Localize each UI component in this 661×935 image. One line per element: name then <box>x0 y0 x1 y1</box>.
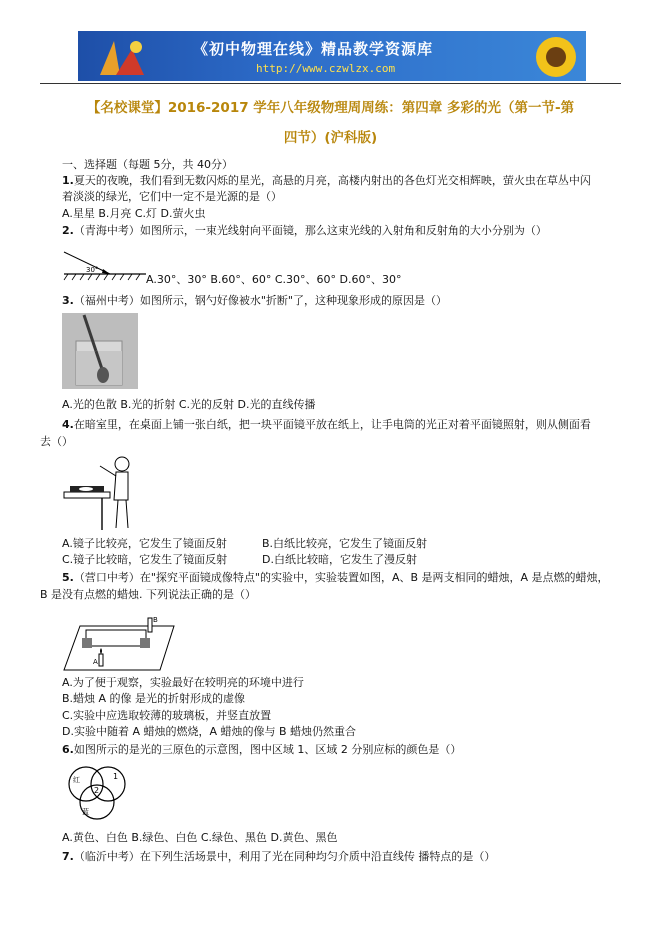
q3-options: A.光的色散 B.光的折射 C.光的反射 D.光的直线传播 <box>62 398 316 411</box>
section-heading: 一、选择题（每题 5分，共 40分） <box>62 158 233 171</box>
q2-mirror-figure <box>62 244 146 282</box>
banner-url[interactable]: http://www.czwlzx.com <box>256 62 396 75</box>
q5-stem <box>62 571 609 585</box>
q3-text: （福州中考）如图所示，钢勺好像被水"折断"了，这种现象形成的原因是（） <box>73 294 447 307</box>
q6-number: 6. <box>62 743 74 756</box>
q6-text: 如图所示的是光的三原色的示意图，图中区域 1、区域 2 分别应标的颜色是（） <box>73 743 462 756</box>
q5-option-d: D.实验中随着 A 蜡烛的燃烧，A 蜡烛的像与 B 蜡烛仍然重合 <box>62 725 357 738</box>
q1-line1: 夏天的夜晚，我们看到无数闪烁的星光，高悬的月亮，高楼内射出的各色灯光交相辉映，萤火虫在草丛中闪 <box>73 174 591 187</box>
banner-title: 《初中物理在线》精品教学资源库 <box>193 40 434 58</box>
q2-options: A.30°、30° B.60°、60° C.30°、60° D.60°、30° <box>146 273 402 286</box>
q2-angle-label: 30° <box>86 266 99 274</box>
doc-title-line1: 【名校课堂】2016-2017 学年八年级物理周周练：第四章 多彩的光（第一节-第 <box>86 100 575 116</box>
q4-option-b: B.白纸比较亮，它发生了镜面反射 <box>262 537 428 550</box>
q5-option-b: B.蜡烛 A 的像 是光的折射形成的虚像 <box>62 692 246 705</box>
q5-option-a: A.为了便于观察，实验最好在较明亮的环境中进行 <box>62 676 304 689</box>
q6-label-2: 2 <box>94 786 100 795</box>
q5-label-b: B <box>153 616 158 624</box>
doc-title-line2: 四节）(沪科版) <box>283 130 378 146</box>
q5-line2: B 是没有点燃的蜡烛. 下列说法正确的是（） <box>40 588 257 601</box>
q2-number: 2. <box>62 224 74 237</box>
q7-number: 7. <box>62 850 74 863</box>
q7-text: （临沂中考）在下列生活场景中，利用了光在同种均匀介质中沿直线传 播特点的是（） <box>73 850 496 863</box>
q4-option-d: D.白纸比较暗，它发生了漫反射 <box>262 553 417 566</box>
q5-number: 5. <box>62 571 74 584</box>
q4-option-c: C.镜子比较暗，它发生了镜面反射 <box>62 553 228 566</box>
sunflower-icon <box>526 31 586 81</box>
q7-stem <box>62 850 495 864</box>
q5-option-c: C.实验中应选取较薄的玻璃板，并竖直放置 <box>62 709 272 722</box>
q6-label-red: 红 <box>73 776 80 784</box>
q5-line1: （营口中考）在"探究平面镜成像特点"的实验中，实验装置如图，A、B 是两支相同的蜡烛，A 是点燃的蜡烛， <box>73 571 609 584</box>
q1-stem <box>62 174 591 188</box>
q3-spoon-photo <box>62 313 138 389</box>
q1-number: 1. <box>62 174 74 187</box>
q6-label-1: 1 <box>113 772 119 781</box>
q4-line1: 在暗室里，在桌面上铺一张白纸，把一块平面镜平放在纸上，让手电筒的光正对着平面镜照射，则从侧面看 <box>73 418 591 431</box>
q5-label-a: A <box>93 658 98 666</box>
q6-stem <box>62 743 461 757</box>
q3-number: 3. <box>62 294 74 307</box>
q1-options: A.星星 B.月亮 C.灯 D.萤火虫 <box>62 207 206 220</box>
q4-number: 4. <box>62 418 74 431</box>
q4-darkroom-figure <box>62 452 142 532</box>
q4-option-a: A.镜子比较亮，它发生了镜面反射 <box>62 537 227 550</box>
q1-line2: 着淡淡的绿光，它们中一定不是光源的是（） <box>62 190 282 203</box>
header-divider <box>40 83 621 84</box>
q4-line2: 去（） <box>40 435 73 448</box>
header-banner <box>78 31 586 81</box>
q6-options: A.黄色、白色 B.绿色、白色 C.绿色、黑色 D.黄色、黑色 <box>62 831 338 844</box>
q5-mirror-experiment-figure <box>62 608 182 674</box>
q2-stem <box>62 224 547 238</box>
q6-rgb-venn-figure <box>62 762 134 824</box>
q2-text: （青海中考）如图所示，一束光线射向平面镜，那么这束光线的入射角和反射角的大小分别为（） <box>73 224 547 237</box>
q4-stem <box>62 418 591 432</box>
q3-stem <box>62 294 447 308</box>
q6-label-blue: 蓝 <box>82 808 89 816</box>
logo-icon <box>92 35 152 79</box>
